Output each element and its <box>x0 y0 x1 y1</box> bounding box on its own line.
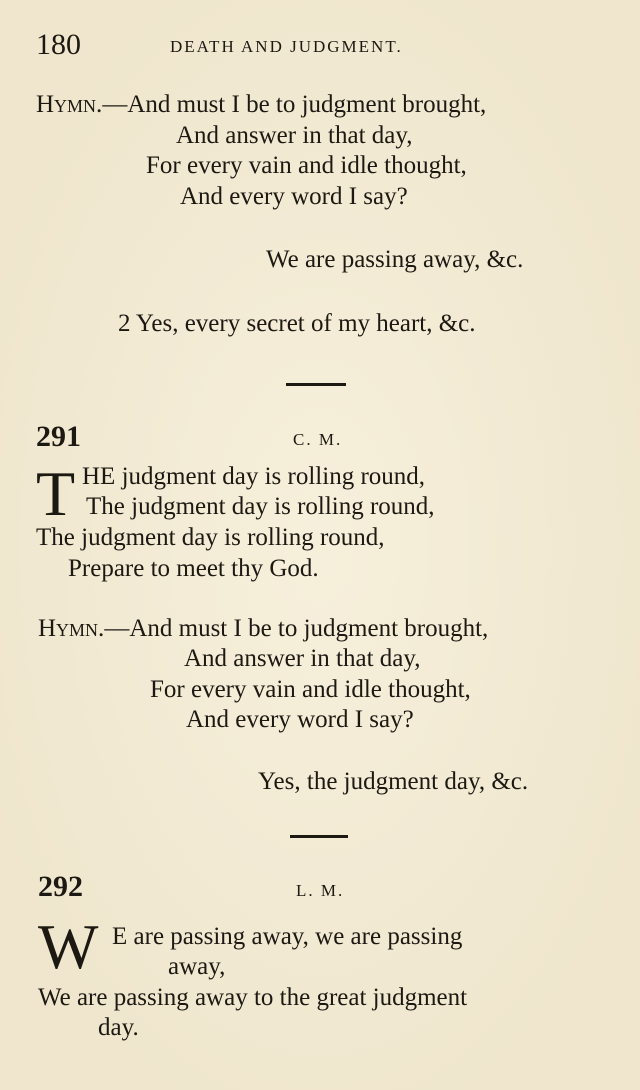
verse-2: 2 Yes, every secret of my heart, &c. <box>118 310 476 337</box>
chorus-2: Yes, the judgment day, &c. <box>258 768 529 795</box>
hymn-label: Hymn. <box>36 91 103 118</box>
hymn-refrain-1-line-1 <box>36 90 486 120</box>
hymn-292-dropcap: W <box>38 911 99 982</box>
hymn-refrain-2-line-3: For every vain and idle thought, <box>150 676 471 703</box>
hymn-291-line-1: HE judgment day is rolling round, <box>82 463 426 490</box>
hymn-refrain-1-line-4: And every word I say? <box>180 183 408 210</box>
hymn-291-dropcap: T <box>36 458 76 529</box>
hymn-refrain-1-line-3: For every vain and idle thought, <box>146 152 467 179</box>
refrain-text: —And must I be to judgment brought, <box>104 615 489 642</box>
section-divider-1 <box>286 383 346 386</box>
running-title: DEATH AND JUDGMENT. <box>170 37 403 56</box>
hymn-refrain-2-line-2: And answer in that day, <box>184 645 421 672</box>
hymn-291-meter: C. M. <box>293 430 343 449</box>
hymn-292-line-2: away, <box>168 953 226 980</box>
hymn-291-line-3: The judgment day is rolling round, <box>36 524 385 551</box>
section-divider-2 <box>290 835 348 838</box>
hymn-292-line-3: We are passing away to the great judgment <box>38 984 468 1011</box>
page-number: 180 <box>36 28 81 61</box>
hymn-292-meter: L. M. <box>296 881 345 900</box>
hymn-292-line-4: day. <box>98 1014 139 1041</box>
hymn-291-line-4: Prepare to meet thy God. <box>68 555 319 582</box>
hymn-291-number: 291 <box>36 420 81 453</box>
refrain-text: —And must I be to judgment brought, <box>102 91 487 118</box>
hymn-label: Hymn. <box>38 615 105 642</box>
hymn-refrain-2-line-4: And every word I say? <box>186 706 414 733</box>
hymn-refrain-1-line-2: And answer in that day, <box>176 122 413 149</box>
hymn-292-line-1: E are passing away, we are passing <box>112 923 463 950</box>
hymn-291-line-2: The judgment day is rolling round, <box>86 493 435 520</box>
chorus-1: We are passing away, &c. <box>266 246 524 273</box>
hymn-refrain-2-line-1 <box>38 614 488 644</box>
hymn-292-number: 292 <box>38 870 83 903</box>
